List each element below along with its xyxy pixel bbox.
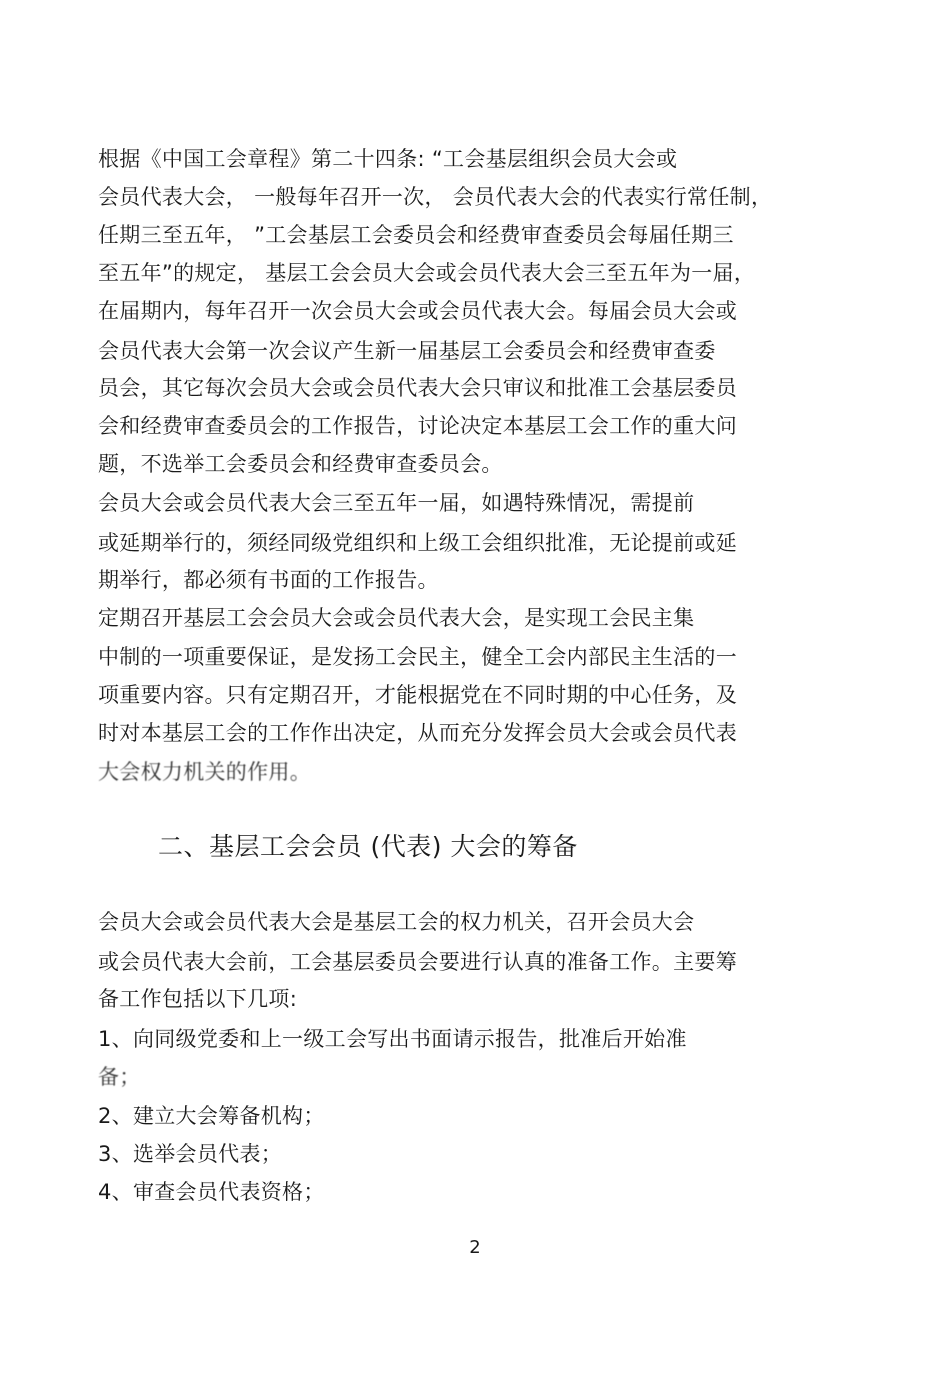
list-item: 2、建立大会筹备机构； xyxy=(98,1104,325,1128)
text-line: 会员代表大会第一次会议产生新一届基层工会委员会和经费审查委 xyxy=(98,339,716,363)
text-line: 会和经费审查委员会的工作报告，讨论决定本基层工会工作的重大问 xyxy=(98,414,737,438)
text-line: 项重要内容。只有定期召开，才能根据党在不同时期的中心任务，及 xyxy=(98,683,737,707)
list-item: 4、审查会员代表资格； xyxy=(98,1180,325,1204)
list-item: 备； xyxy=(98,1065,141,1089)
text-line: 题，不选举工会委员会和经费审查委员会。 xyxy=(98,452,503,476)
text-line: 中制的一项重要保证，是发扬工会民主，健全工会内部民主生活的一 xyxy=(98,645,737,669)
text-line: 至五年”的规定， 基层工会会员大会或会员代表大会三至五年为一届， xyxy=(98,261,756,285)
section-heading: 二、基层工会会员 (代表) 大会的筹备 xyxy=(158,832,578,861)
text-line: 任期三至五年， ”工会基层工会委员会和经费审查委员会每届任期三 xyxy=(98,223,734,247)
text-line: 时对本基层工会的工作作出决定，从而充分发挥会员大会或会员代表 xyxy=(98,721,737,745)
text-line: 期举行，都必须有书面的工作报告。 xyxy=(98,568,439,592)
text-line: 员会，其它每次会员大会或会员代表大会只审议和批准工会基层委员 xyxy=(98,376,737,400)
text-line: 根据《中国工会章程》第二十四条: “工会基层组织会员大会或 xyxy=(98,147,678,171)
text-line: 定期召开基层工会会员大会或会员代表大会，是实现工会民主集 xyxy=(98,606,695,630)
page-number: 2 xyxy=(469,1237,481,1258)
text-line: 大会权力机关的作用。 xyxy=(98,760,311,784)
text-line: 会员大会或会员代表大会是基层工会的权力机关，召开会员大会 xyxy=(98,910,695,934)
list-item: 1、向同级党委和上一级工会写出书面请示报告，批准后开始准 xyxy=(98,1027,687,1051)
text-line: 或延期举行的，须经同级党组织和上级工会组织批准，无论提前或延 xyxy=(98,531,737,555)
list-item: 3、选举会员代表； xyxy=(98,1142,283,1166)
text-line: 会员代表大会， 一般每年召开一次， 会员代表大会的代表实行常任制， xyxy=(98,185,773,209)
text-line: 或会员代表大会前，工会基层委员会要进行认真的准备工作。主要筹 xyxy=(98,950,737,974)
text-line: 在届期内，每年召开一次会员大会或会员代表大会。每届会员大会或 xyxy=(98,299,737,323)
text-line: 会员大会或会员代表大会三至五年一届，如遇特殊情况，需提前 xyxy=(98,491,695,515)
text-line: 备工作包括以下几项: xyxy=(98,987,298,1011)
